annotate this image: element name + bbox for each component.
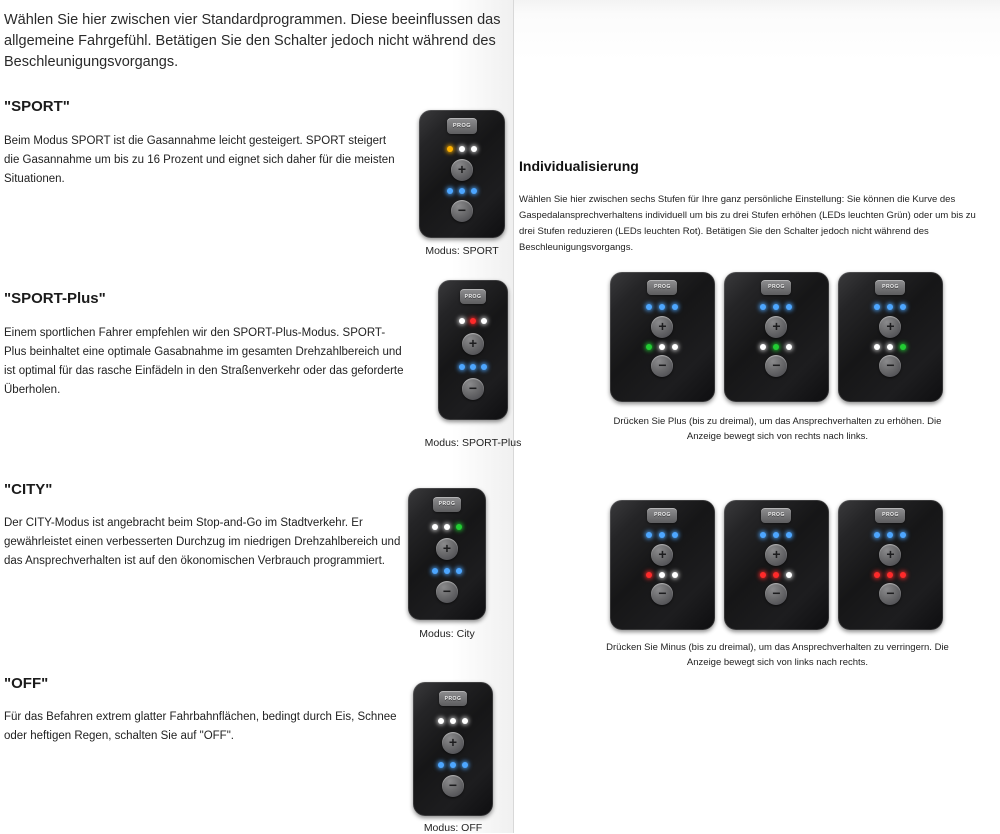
led-row-bottom <box>432 568 462 574</box>
led-row-top <box>874 304 906 310</box>
led-row-top <box>447 146 477 152</box>
led-blue <box>438 762 444 768</box>
device-city[interactable] <box>408 488 486 620</box>
led-blue <box>462 762 468 768</box>
plus-button[interactable] <box>651 544 673 566</box>
led-row-bottom <box>874 344 906 350</box>
caption-off: Modus: OFF <box>423 822 483 834</box>
plus-button[interactable] <box>879 316 901 338</box>
plus-label: + <box>468 335 478 352</box>
led-green <box>646 344 652 350</box>
device-logo: PROG <box>875 508 905 523</box>
plus-label: + <box>772 545 781 562</box>
plus-label: + <box>457 160 467 177</box>
intro-paragraph: Wählen Sie hier zwischen vier Standardprogrammen. Diese beeinflussen das allgemeine Fahrgefühl. Betätigen Sie den Schalter jedoch nicht während des Beschleunigungsvorgangs. <box>4 12 501 70</box>
led-blue <box>887 532 893 538</box>
plus-button[interactable] <box>451 159 473 181</box>
led-blue <box>444 568 450 574</box>
minus-label: − <box>658 584 667 601</box>
section-title-sport: "SPORT" <box>4 98 70 115</box>
led-blue <box>874 304 880 310</box>
plus-button[interactable] <box>651 316 673 338</box>
led-white <box>786 572 792 578</box>
led-red <box>874 572 880 578</box>
device-logo: PROG <box>875 280 905 295</box>
device-logo: PROG <box>460 289 486 304</box>
led-white <box>432 524 438 530</box>
led-white <box>672 572 678 578</box>
plus-button[interactable] <box>442 732 464 754</box>
led-row-top <box>438 718 468 724</box>
column-divider <box>513 0 514 833</box>
led-blue <box>760 532 766 538</box>
individualisierung-body: Wählen Sie hier zwischen sechs Stufen für Ihre ganz persönliche Einstellung: Sie können die Kurve des Gaspedalansprechverhaltens individuell um bis zu drei Stufen erhöhen (LEDs leuchten Grün) oder um bis zu drei Stufen reduzieren (LEDs leuchten Rot). Betätigen Sie den Schalter jedoch nicht während des Beschleunigungsvorgangs. <box>519 194 976 253</box>
minus-button[interactable] <box>462 378 484 400</box>
note-minus: Drücken Sie Minus (bis zu dreimal), um das Ansprechverhalten zu verringern. Die Anzeige bewegt sich von links nach rechts. <box>606 642 949 668</box>
section-title-sport-plus: "SPORT-Plus" <box>4 290 106 307</box>
device-plus-step-3[interactable] <box>838 272 943 402</box>
plus-label: + <box>886 545 895 562</box>
minus-label: − <box>772 356 781 373</box>
section-body-city: Der CITY-Modus ist angebracht beim Stop-and-Go im Stadtverkehr. Er gewährleistet einen verbesserten Durchzug im niedrigen Drehzahlbereich und das Ansprechverhalten ist auf den ökonomischen Verbrauch programmiert. <box>4 517 401 567</box>
plus-label: + <box>658 545 667 562</box>
led-blue <box>773 304 779 310</box>
minus-label: − <box>658 356 667 373</box>
led-row-top <box>760 304 792 310</box>
caption-city: Modus: City <box>419 628 475 640</box>
led-row-bottom <box>447 188 477 194</box>
plus-label: + <box>442 539 452 556</box>
led-row-top <box>646 304 678 310</box>
led-blue <box>874 532 880 538</box>
led-blue <box>459 188 465 194</box>
minus-button[interactable] <box>765 355 787 377</box>
led-white <box>760 344 766 350</box>
plus-button[interactable] <box>462 333 484 355</box>
device-logo: PROG <box>647 508 677 523</box>
led-white <box>887 344 893 350</box>
led-row-bottom <box>438 762 468 768</box>
led-row-top <box>459 318 487 324</box>
section-title-off: "OFF" <box>4 675 49 692</box>
plus-label: + <box>448 734 458 751</box>
led-red <box>760 572 766 578</box>
device-logo: PROG <box>761 508 791 523</box>
minus-button[interactable] <box>879 355 901 377</box>
minus-button[interactable] <box>451 200 473 222</box>
plus-button[interactable] <box>436 538 458 560</box>
led-green <box>773 344 779 350</box>
device-sport-plus[interactable] <box>438 280 508 420</box>
led-blue <box>659 532 665 538</box>
led-row-top <box>760 532 792 538</box>
led-blue <box>672 304 678 310</box>
led-white <box>438 718 444 724</box>
device-plus-step-2[interactable] <box>724 272 829 402</box>
plus-label: + <box>658 317 667 334</box>
minus-button[interactable] <box>879 583 901 605</box>
led-blue <box>887 304 893 310</box>
led-blue <box>470 364 476 370</box>
led-white <box>786 344 792 350</box>
minus-button[interactable] <box>651 355 673 377</box>
led-blue <box>672 532 678 538</box>
device-minus-step-3[interactable] <box>838 500 943 630</box>
led-white <box>459 318 465 324</box>
device-logo: PROG <box>647 280 677 295</box>
minus-label: − <box>886 584 895 601</box>
led-blue <box>471 188 477 194</box>
led-row-top <box>432 524 462 530</box>
led-row-bottom <box>459 364 487 370</box>
led-blue <box>459 364 465 370</box>
plus-label: + <box>886 317 895 334</box>
led-red <box>900 572 906 578</box>
device-plus-step-1[interactable] <box>610 272 715 402</box>
led-row-bottom <box>646 344 678 350</box>
minus-button[interactable] <box>436 581 458 603</box>
led-row-top <box>874 532 906 538</box>
led-blue <box>786 532 792 538</box>
device-logo: PROG <box>433 497 461 512</box>
minus-button[interactable] <box>651 583 673 605</box>
led-blue <box>456 568 462 574</box>
led-white <box>672 344 678 350</box>
plus-button[interactable] <box>879 544 901 566</box>
led-green <box>900 344 906 350</box>
plus-button[interactable] <box>765 544 787 566</box>
device-off[interactable] <box>413 682 493 816</box>
led-blue <box>432 568 438 574</box>
device-logo: PROG <box>761 280 791 295</box>
device-logo: PROG <box>439 691 467 706</box>
device-logo: PROG <box>447 118 477 134</box>
led-blue <box>900 532 906 538</box>
led-row-bottom <box>646 572 678 578</box>
led-white <box>450 718 456 724</box>
section-title-city: "CITY" <box>4 481 53 498</box>
minus-label: − <box>448 777 458 794</box>
section-body-off: Für das Befahren extrem glatter Fahrbahnflächen, bedingt durch Eis, Schnee oder heftigen Regen, schalten Sie auf "OFF". <box>4 711 397 742</box>
section-body-sport: Beim Modus SPORT ist die Gasannahme leicht gesteigert. SPORT steigert die Gasannahme um bis zu 16 Prozent und eignet sich daher für die meisten Situationen. <box>4 135 395 185</box>
individualisierung-title: Individualisierung <box>519 158 639 174</box>
note-plus: Drücken Sie Plus (bis zu dreimal), um das Ansprechverhalten zu erhöhen. Die Anzeige bewegt sich von rechts nach links. <box>613 416 942 442</box>
led-blue <box>447 188 453 194</box>
led-blue <box>646 304 652 310</box>
minus-label: − <box>772 584 781 601</box>
minus-button[interactable] <box>765 583 787 605</box>
led-white <box>481 318 487 324</box>
led-row-bottom <box>874 572 906 578</box>
led-white <box>459 146 465 152</box>
led-red <box>773 572 779 578</box>
led-blue <box>646 532 652 538</box>
led-blue <box>786 304 792 310</box>
led-red <box>887 572 893 578</box>
led-white <box>874 344 880 350</box>
led-blue <box>481 364 487 370</box>
plus-button[interactable] <box>765 316 787 338</box>
led-blue <box>450 762 456 768</box>
minus-button[interactable] <box>442 775 464 797</box>
led-white <box>659 344 665 350</box>
device-minus-step-2[interactable] <box>724 500 829 630</box>
led-green <box>456 524 462 530</box>
led-blue <box>659 304 665 310</box>
led-white <box>659 572 665 578</box>
minus-label: − <box>442 582 452 599</box>
led-white <box>444 524 450 530</box>
section-body-sport-plus: Einem sportlichen Fahrer empfehlen wir den SPORT-Plus-Modus. SPORT-Plus beinhaltet eine optimale Gasabnahme im gesamten Drehzahlbereich und ist optimal für das rasche Einfädeln in den Straßenverkehr oder das geforderte Überholen. <box>4 327 404 396</box>
led-row-bottom <box>760 344 792 350</box>
plus-label: + <box>772 317 781 334</box>
minus-label: − <box>457 201 467 218</box>
led-blue <box>760 304 766 310</box>
minus-label: − <box>886 356 895 373</box>
led-red <box>470 318 476 324</box>
caption-sport: Modus: SPORT <box>425 245 499 257</box>
led-orange <box>447 146 453 152</box>
device-minus-step-1[interactable] <box>610 500 715 630</box>
caption-sport-plus: Modus: SPORT-Plus <box>424 437 522 449</box>
led-white <box>471 146 477 152</box>
led-red <box>646 572 652 578</box>
device-sport[interactable] <box>419 110 505 238</box>
led-row-top <box>646 532 678 538</box>
led-blue <box>773 532 779 538</box>
led-white <box>462 718 468 724</box>
minus-label: − <box>468 380 478 397</box>
led-row-bottom <box>760 572 792 578</box>
led-blue <box>900 304 906 310</box>
